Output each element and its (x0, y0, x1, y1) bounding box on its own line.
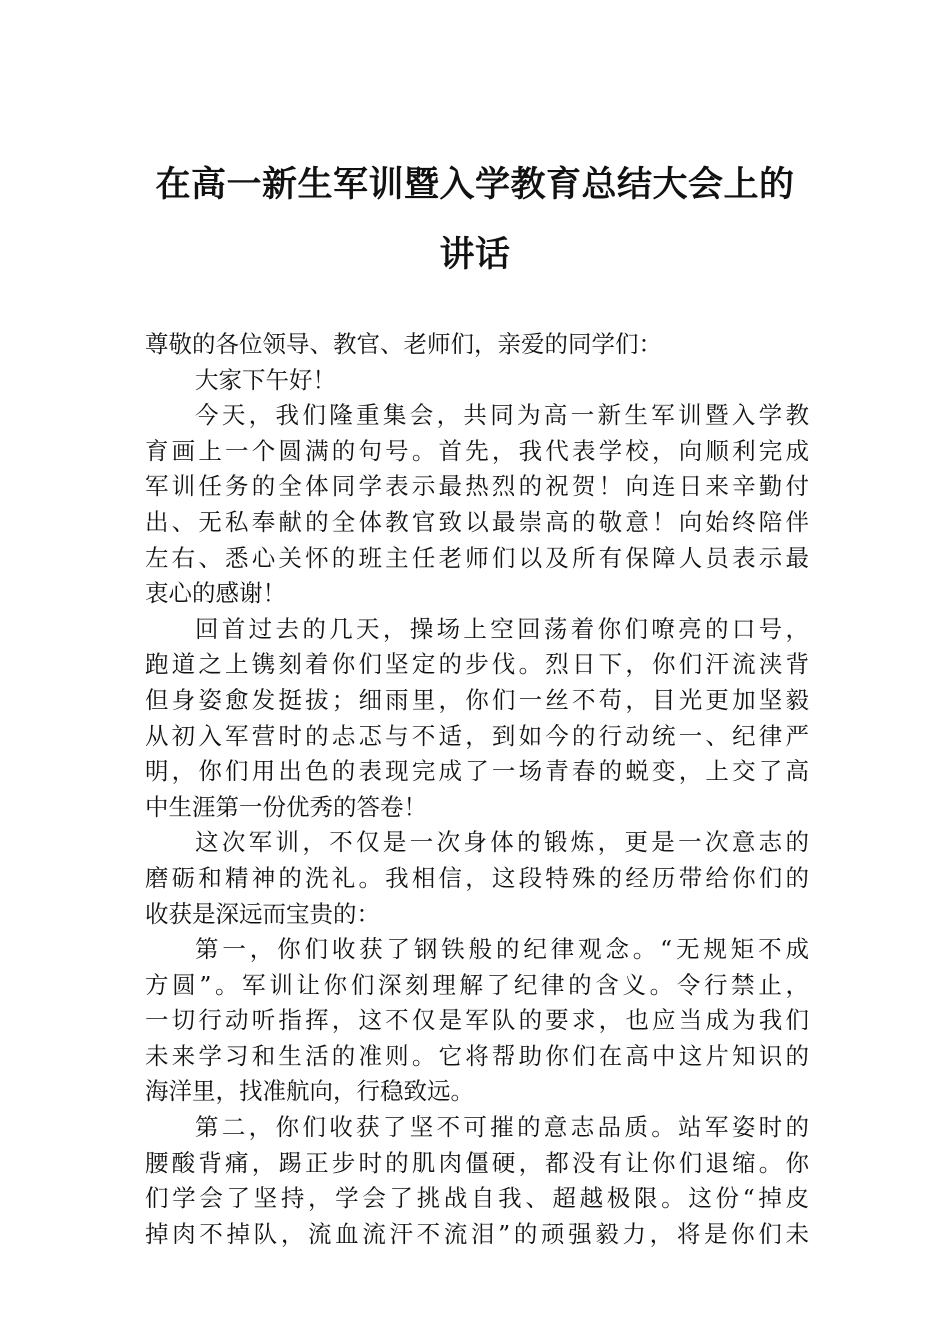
speech-body (145, 327, 809, 1252)
text-line: 腰酸背痛，踢正步时的肌肉僵硬，都没有让你们退缩。你 (145, 1148, 809, 1177)
text-line: 掉肉不掉队，流血流汗不流泪”的顽强毅力，将是你们未 (145, 1219, 809, 1248)
text-line: 这次军训，不仅是一次身体的锻炼，更是一次意志的 (195, 828, 809, 857)
text-line: 未来学习和生活的准则。它将帮助你们在高中这片知识的 (145, 1041, 809, 1070)
text-line: 大家下午好！ (195, 365, 336, 394)
text-line: 方圆”。军训让你们深刻理解了纪律的含义。令行禁止， (145, 970, 809, 999)
text-line: 明，你们用出色的表现完成了一场青春的蜕变，上交了高 (145, 757, 809, 786)
text-line: 从初入军营时的忐忑与不适，到如今的行动统一、纪律严 (145, 721, 809, 750)
title-line-2: 讲话 (439, 234, 511, 275)
text-line: 回首过去的几天，操场上空回荡着你们嘹亮的口号， (195, 614, 809, 643)
title-line-1: 在高一新生军训暨入学教育总结大会上的 (155, 164, 795, 205)
text-line: 军训任务的全体同学表示最热烈的祝贺！向连日来辛勤付 (145, 472, 809, 501)
text-line: 左右、悉心关怀的班主任老师们以及所有保障人员表示最 (145, 543, 809, 572)
text-line: 衷心的感谢！ (145, 579, 286, 608)
text-line: 第一，你们收获了钢铁般的纪律观念。“无规矩不成 (195, 935, 809, 964)
text-line: 出、无私奉献的全体教官致以最崇高的敬意！向始终陪伴 (145, 507, 809, 536)
text-line: 但身姿愈发挺拔；细雨里，你们一丝不苟，目光更加坚毅 (145, 685, 809, 714)
text-line: 今天，我们隆重集会，共同为高一新生军训暨入学教 (195, 401, 809, 430)
text-line: 一切行动听指挥，这不仅是军队的要求，也应当成为我们 (145, 1006, 809, 1035)
text-line: 收获是深远而宝贵的： (145, 899, 380, 928)
text-line: 第二，你们收获了坚不可摧的意志品质。站军姿时的 (195, 1113, 809, 1142)
text-line: 们学会了坚持，学会了挑战自我、超越极限。这份“掉皮 (145, 1184, 809, 1213)
text-line: 中生涯第一份优秀的答卷！ (145, 792, 427, 821)
text-line: 育画上一个圆满的句号。首先，我代表学校，向顺利完成 (145, 436, 809, 465)
text-line: 磨砺和精神的洗礼。我相信，这段特殊的经历带给你们的 (145, 863, 809, 892)
text-line: 海洋里，找准航向，行稳致远。 (145, 1077, 474, 1106)
text-line: 尊敬的各位领导、教官、老师们，亲爱的同学们： (145, 330, 662, 358)
text-line: 跑道之上镌刻着你们坚定的步伐。烈日下，你们汗流浃背 (145, 650, 809, 679)
